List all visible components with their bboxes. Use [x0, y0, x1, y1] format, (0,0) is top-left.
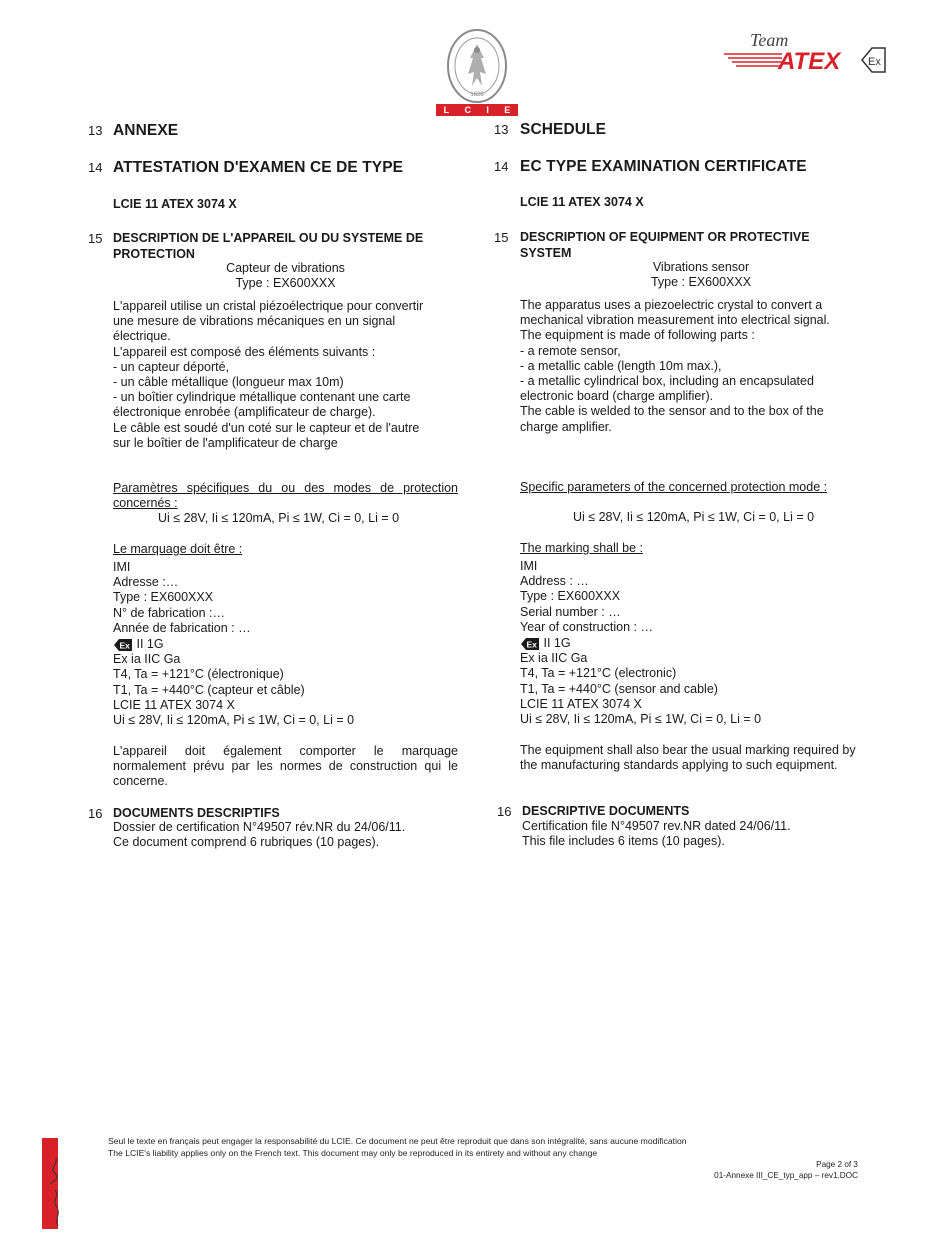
documents-list: [113, 820, 405, 850]
marking-line: T4, Ta = +121°C (electronic): [520, 666, 677, 681]
device-description: [113, 299, 463, 451]
document-line: Certification file N°49507 rev.NR dated 24/06/11.: [522, 819, 791, 833]
marking-group-line: [520, 636, 882, 651]
section-number: 16: [88, 806, 103, 821]
atex-logo-icon: [722, 26, 890, 76]
document-line: Dossier de certification N°49507 rév.NR du 24/06/11.: [113, 820, 406, 834]
section-title: [520, 229, 880, 261]
section-number: 15: [88, 231, 103, 246]
disclaimer-en: The LCIE's liability applies only on the French text. This document may only be reproduced in its entirety and without any change: [108, 1147, 598, 1158]
description-line: - un capteur déporté,: [113, 359, 230, 374]
marking-heading: The marking shall be :: [520, 541, 643, 555]
section-title: DESCRIPTIVE DOCUMENTS: [522, 804, 690, 818]
certificate-reference: LCIE 11 ATEX 3074 X: [113, 197, 237, 211]
svg-text:Ex: Ex: [868, 56, 881, 68]
svg-text:Ex: Ex: [119, 640, 130, 651]
documents-list: [522, 819, 791, 849]
description-line: - un câble métallique (longueur max 10m): [113, 375, 344, 390]
marking-line: IMI: [113, 560, 131, 574]
marking-line: Année de fabrication : …: [113, 620, 251, 635]
title-line: DESCRIPTION OF EQUIPMENT OR PROTECTIVE: [520, 230, 810, 244]
title-line: DESCRIPTION DE L'APPAREIL OU DU SYSTEME DE: [113, 231, 424, 245]
params-heading-line: concernés :: [113, 496, 178, 511]
params-value: Ui ≤ 28V, Ii ≤ 120mA, Pi ≤ 1W, Ci = 0, Li = 0: [573, 510, 815, 524]
certificate-reference: LCIE 11 ATEX 3074 X: [520, 195, 644, 209]
device-type: Type : EX600XXX: [235, 276, 336, 290]
description-line: Le câble est soudé d'un coté sur le capteur et de l'autre: [113, 420, 420, 435]
marking-note: [520, 743, 885, 773]
description-line: charge amplifier.: [520, 419, 612, 434]
description-line: The apparatus uses a piezoelectric crystal to convert a: [520, 298, 823, 312]
marking-line: Ex ia IIC Ga: [113, 652, 181, 667]
marking-line: Type : EX600XXX: [520, 589, 621, 604]
equipment-group: II 1G: [136, 637, 164, 652]
description-line: - a metallic cable (length 10m max.),: [520, 358, 722, 373]
section-number: 13: [494, 122, 509, 137]
marking-line: IMI: [520, 559, 538, 573]
marking-line: Address : …: [520, 574, 589, 589]
section-title: [113, 230, 458, 262]
seal-icon: [442, 28, 512, 106]
document-line: Ce document comprend 6 rubriques (10 pages).: [113, 835, 380, 850]
page-number: Page 2 of 3: [816, 1160, 858, 1169]
svg-text:1828: 1828: [470, 92, 484, 98]
description-line: sur le boîtier de l'amplificateur de charge: [113, 435, 338, 450]
note-line: normalement prévu par les normes de construction qui le: [113, 759, 458, 774]
marking-line: Ui ≤ 28V, Ii ≤ 120mA, Pi ≤ 1W, Ci = 0, Li = 0: [520, 712, 762, 727]
description-line: The cable is welded to the sensor and to the box of the: [520, 404, 824, 419]
footer-disclaimer: [108, 1136, 687, 1159]
lcie-letter: E: [504, 105, 511, 115]
description-line: - un boîtier cylindrique métallique contenant une carte: [113, 390, 411, 405]
marking-block: [113, 560, 458, 728]
note-line: The equipment shall also bear the usual marking required by: [520, 743, 856, 757]
footer-page-info: [640, 1159, 858, 1181]
title-line: SYSTEM: [520, 246, 572, 260]
marking-heading: Le marquage doit être :: [113, 542, 243, 556]
section-number: 15: [494, 230, 509, 245]
marking-line: LCIE 11 ATEX 3074 X: [520, 696, 642, 711]
description-line: une mesure de vibrations mécaniques en un signal: [113, 314, 396, 329]
lcie-letter: I: [486, 105, 489, 115]
device-name: Vibrations sensor: [652, 260, 750, 274]
params-heading-line: Paramètres spécifiques du ou des modes de protection: [113, 481, 458, 495]
ex-hexagon-icon: [113, 638, 133, 652]
description-line: L'appareil est composé des éléments suivants :: [113, 344, 376, 359]
description-line: - a remote sensor,: [520, 343, 621, 358]
lcie-letter: C: [464, 105, 472, 115]
ex-hexagon-icon: [520, 637, 540, 651]
marking-line: Ui ≤ 28V, Ii ≤ 120mA, Pi ≤ 1W, Ci = 0, Li = 0: [113, 713, 355, 728]
device-type: Type : EX600XXX: [650, 275, 752, 289]
lcie-letter: L: [443, 105, 450, 115]
section-number: 14: [494, 159, 509, 174]
section-title: SCHEDULE: [520, 121, 607, 138]
handwriting-icon: [40, 1150, 70, 1229]
svg-text:Ex: Ex: [526, 639, 537, 650]
title-line: PROTECTION: [113, 247, 195, 261]
marking-line: T1, Ta = +440°C (sensor and cable): [520, 681, 718, 696]
marking-line: LCIE 11 ATEX 3074 X: [113, 697, 235, 712]
marking-line: Year of construction : …: [520, 619, 653, 634]
note-line: concerne.: [113, 774, 168, 789]
description-line: électronique enrobée (amplificateur de charge).: [113, 405, 376, 420]
description-line: mechanical vibration measurement into electrical signal.: [520, 313, 830, 328]
marking-line: Adresse :…: [113, 575, 179, 590]
marking-block: [520, 559, 882, 727]
marking-line: Type : EX600XXX: [113, 590, 214, 605]
equipment-group: II 1G: [543, 636, 571, 651]
description-line: électrique.: [113, 329, 171, 344]
lcie-bar: [436, 104, 518, 116]
section-number: 13: [88, 123, 103, 138]
svg-text:Team: Team: [750, 30, 789, 50]
file-name: 01-Annexe III_CE_typ_app – rev1.DOC: [714, 1171, 858, 1180]
device-name: Capteur de vibrations: [226, 261, 345, 275]
bureau-veritas-seal: [442, 28, 512, 106]
params-heading: [113, 481, 458, 511]
params-heading: Specific parameters of the concerned protection mode :: [520, 480, 828, 494]
document-line: This file includes 6 items (10 pages).: [522, 834, 725, 849]
marking-group-line: [113, 637, 458, 652]
team-atex-logo: [722, 26, 890, 76]
handwritten-annotation: [40, 1150, 70, 1229]
section-title: ANNEXE: [113, 122, 179, 139]
note-line: L'appareil doit également comporter le marquage: [113, 744, 458, 758]
disclaimer-fr: Seul le texte en français peut engager la responsabilité du LCIE. Ce document ne peut être reproduit que dans son intégralité, sans aucune modification: [108, 1136, 687, 1146]
description-line: L'appareil utilise un cristal piézoélectrique pour convertir: [113, 299, 424, 313]
description-line: The equipment is made of following parts :: [520, 328, 755, 343]
description-line: - a metallic cylindrical box, including an encapsulated: [520, 374, 814, 389]
device-description: [520, 298, 882, 435]
section-title: ATTESTATION D'EXAMEN CE DE TYPE: [113, 159, 404, 176]
note-line: the manufacturing standards applying to such equipment.: [520, 758, 838, 773]
description-line: electronic board (charge amplifier).: [520, 389, 714, 404]
section-title: DOCUMENTS DESCRIPTIFS: [113, 806, 280, 820]
marking-line: Serial number : …: [520, 604, 621, 619]
marking-note: [113, 744, 458, 790]
section-number: 16: [497, 804, 512, 819]
marking-line: T4, Ta = +121°C (électronique): [113, 667, 284, 682]
marking-line: T1, Ta = +440°C (capteur et câble): [113, 682, 305, 697]
marking-line: Ex ia IIC Ga: [520, 651, 588, 666]
marking-line: N° de fabrication :…: [113, 605, 225, 620]
section-title: EC TYPE EXAMINATION CERTIFICATE: [520, 158, 807, 175]
params-value: Ui ≤ 28V, Ii ≤ 120mA, Pi ≤ 1W, Ci = 0, Li = 0: [158, 511, 400, 525]
svg-text:ATEX: ATEX: [778, 48, 841, 75]
section-number: 14: [88, 160, 103, 175]
